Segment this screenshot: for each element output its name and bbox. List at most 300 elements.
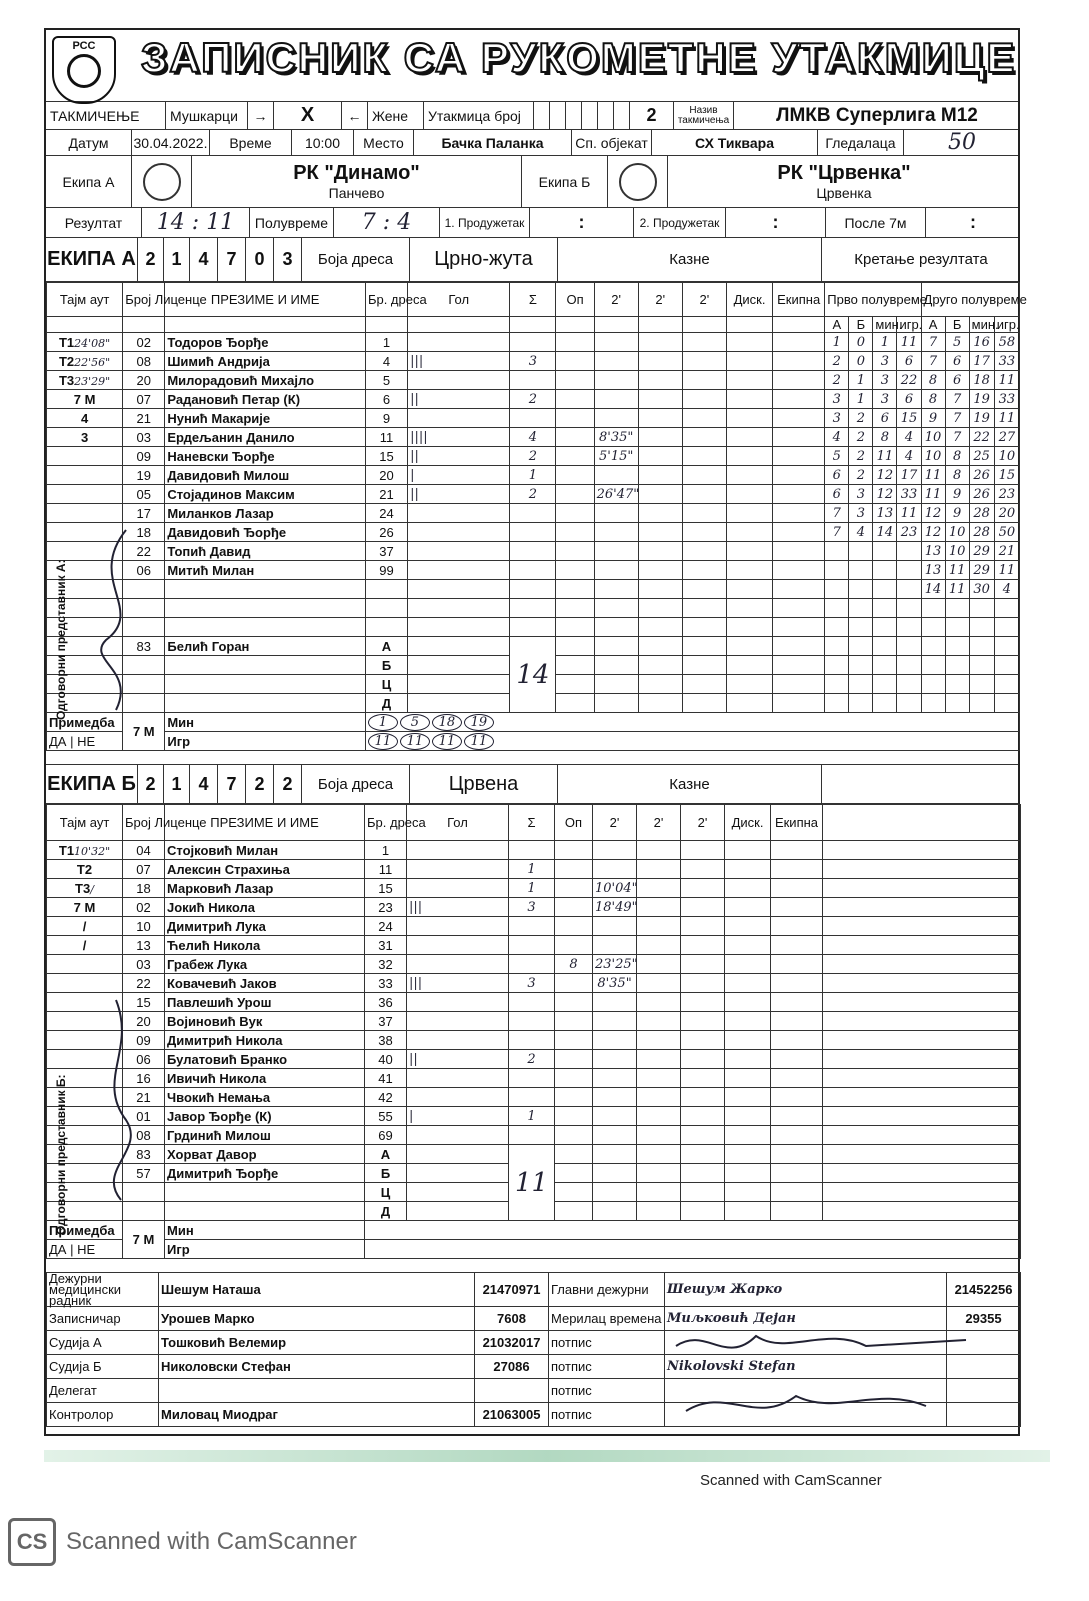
warning-cell <box>556 523 594 542</box>
blank-cell <box>823 955 1021 974</box>
ot2-value[interactable]: : <box>726 208 826 237</box>
venue-value[interactable]: СХ Тиквара <box>652 130 818 155</box>
table-row[interactable] <box>47 1050 1021 1069</box>
table-row[interactable] <box>47 860 1021 879</box>
goals-sum <box>509 936 555 955</box>
subheader-blank <box>47 317 123 333</box>
score-flow-blank <box>921 656 945 675</box>
table-row[interactable] <box>47 371 1020 390</box>
two-min-cell <box>682 523 726 542</box>
player-name <box>165 599 366 618</box>
staff-role: Судија А <box>47 1331 159 1355</box>
time-value[interactable]: 10:00 <box>292 130 354 155</box>
goals-tally <box>407 993 509 1012</box>
two-min-cell <box>638 447 682 466</box>
two-min-cell <box>594 333 638 352</box>
goals-sum: 1 <box>510 466 556 485</box>
staff-name-2: Nikolovski Stefan <box>665 1355 947 1379</box>
two-min-cell <box>638 333 682 352</box>
staff-row[interactable] <box>47 1273 1021 1307</box>
place-label: Место <box>354 130 414 155</box>
subheader-blank <box>408 317 510 333</box>
warning-cell <box>556 466 594 485</box>
timeout-cell <box>47 898 123 917</box>
two-min-cell <box>637 1126 681 1145</box>
disq-cell <box>725 955 771 974</box>
two-min-cell: 26'47" <box>594 485 638 504</box>
subheader-blank <box>682 317 726 333</box>
timeout-cell <box>47 955 123 974</box>
score-flow-first: 6 <box>897 390 921 409</box>
official-row[interactable] <box>47 1145 1021 1164</box>
table-row[interactable] <box>47 1088 1021 1107</box>
men-label: Мушкарци <box>166 102 248 129</box>
official-license: 57 <box>123 1164 165 1183</box>
subheader-blank <box>165 317 366 333</box>
note-yes[interactable]: ДА <box>49 1241 67 1257</box>
score-flow-second: 8 <box>921 390 945 409</box>
blank-cell <box>823 974 1021 993</box>
score-flow-second <box>921 618 945 637</box>
staff-role-2: Мерилац времена <box>549 1307 665 1331</box>
table-row[interactable] <box>47 898 1021 917</box>
license-cell: 03 <box>123 955 165 974</box>
warning-cell <box>555 1088 593 1107</box>
penalty-blank <box>593 1145 637 1164</box>
disq-cell <box>725 1031 771 1050</box>
license-cell: 16 <box>123 1069 165 1088</box>
score-flow-col-a: А <box>921 317 945 333</box>
match-no[interactable]: 2 <box>630 102 674 129</box>
team-b-header <box>46 764 1018 804</box>
team-penalty-cell <box>771 898 823 917</box>
table-row[interactable] <box>47 936 1021 955</box>
two-min-cell <box>681 841 725 860</box>
score-flow-second: 11 <box>921 485 945 504</box>
table-row[interactable] <box>47 390 1020 409</box>
goals-tally <box>408 523 510 542</box>
penalty-blank <box>637 1183 681 1202</box>
table-row[interactable] <box>47 917 1021 936</box>
blank-cell <box>823 1202 1021 1221</box>
disq-cell <box>725 1012 771 1031</box>
table-row[interactable] <box>47 352 1020 371</box>
score-flow-second: 11 <box>945 561 969 580</box>
player-name: Јавор Ђорђе (К) <box>165 1107 365 1126</box>
score-flow-second: 22 <box>969 428 994 447</box>
blank-cell <box>823 1088 1021 1107</box>
two-min-cell <box>593 1088 637 1107</box>
sevenm-igr-label: Игр <box>165 1240 365 1259</box>
team-b-jersey[interactable]: Црвена <box>410 765 558 803</box>
player-name: Ћелић Никола <box>165 936 365 955</box>
official-name: Белић Горан <box>165 637 366 656</box>
disq-cell <box>726 428 772 447</box>
penalty-blank <box>637 1145 681 1164</box>
blank-header <box>823 805 1021 841</box>
score-flow-blank <box>945 694 969 713</box>
two-min-cell <box>637 898 681 917</box>
two-min-cell <box>594 618 638 637</box>
goals-tally: | <box>408 466 510 485</box>
two-min-cell <box>681 1031 725 1050</box>
player-name: Булатовић Бранко <box>165 1050 365 1069</box>
penalty-blank <box>682 637 726 656</box>
table-row[interactable] <box>47 542 1020 561</box>
disq-cell <box>725 993 771 1012</box>
score-flow-first: 3 <box>873 371 897 390</box>
federation-logo <box>52 36 116 104</box>
column-header-disq: Диск. <box>725 805 771 841</box>
team-b-name-cell <box>668 156 1020 207</box>
score-flow-first <box>825 561 849 580</box>
score-flow-first: 11 <box>897 333 921 352</box>
two-min-cell <box>681 917 725 936</box>
score-flow-first <box>825 542 849 561</box>
table-row[interactable] <box>47 841 1021 860</box>
table-row[interactable] <box>47 599 1020 618</box>
goals-tally: ||| <box>407 974 509 993</box>
men-mark[interactable]: X <box>274 102 342 129</box>
second-half-header: Друго полувреме <box>921 283 1019 317</box>
disq-cell <box>726 599 772 618</box>
table-row[interactable] <box>47 1126 1021 1145</box>
score-flow-second <box>969 618 994 637</box>
blank-cell <box>823 1031 1021 1050</box>
penalty-blank <box>681 1164 725 1183</box>
team-b-table <box>46 804 1021 1259</box>
score-flow-first <box>897 599 921 618</box>
table-row[interactable] <box>47 879 1021 898</box>
official-row[interactable] <box>47 637 1020 656</box>
result-label: Резултат <box>46 208 142 237</box>
spectators-value[interactable]: 50 <box>948 130 976 155</box>
goals-tally <box>408 409 510 428</box>
goals-sum: 2 <box>510 447 556 466</box>
jersey-number: 5 <box>365 371 407 390</box>
camscanner-logo-icon: CS <box>8 1518 56 1566</box>
warning-cell <box>555 1050 593 1069</box>
staff-id-2: 29355 <box>947 1307 1021 1331</box>
staff-role-2: потпис <box>549 1355 665 1379</box>
table-row[interactable] <box>47 993 1021 1012</box>
goals-tally: | <box>407 1107 509 1126</box>
table-row[interactable] <box>47 428 1020 447</box>
table-row[interactable] <box>47 561 1020 580</box>
two-min-cell <box>682 466 726 485</box>
penalty-blank <box>593 1183 637 1202</box>
score-flow-first: 6 <box>897 352 921 371</box>
score-flow-second <box>945 599 969 618</box>
timeout-cell <box>47 428 123 447</box>
score-flow-second: 28 <box>969 504 994 523</box>
goals-sum <box>510 333 556 352</box>
table-row[interactable] <box>47 447 1020 466</box>
sevenm-min-values <box>365 713 1019 732</box>
column-header-jersey_no: Бр. дреса <box>365 805 407 841</box>
column-header-warn: Оп <box>556 283 594 317</box>
team-a-logo <box>132 156 192 207</box>
penalty-blank <box>556 656 594 675</box>
jersey-number: 37 <box>365 1012 407 1031</box>
note-yes-no: ДА | НЕ <box>47 1240 123 1259</box>
place-value[interactable]: Бачка Паланка <box>414 130 572 155</box>
score-flow-second: 16 <box>969 333 994 352</box>
player-name: Наневски Ђорђе <box>165 447 366 466</box>
table-row[interactable] <box>47 955 1021 974</box>
warning-cell <box>556 580 594 599</box>
table-row[interactable] <box>47 1012 1021 1031</box>
player-name: Марковић Лазар <box>165 879 365 898</box>
two-min-cell <box>638 523 682 542</box>
penalty-blank <box>594 675 638 694</box>
column-header-two1: 2' <box>594 283 638 317</box>
score-flow-second: 5 <box>945 333 969 352</box>
two-min-cell <box>682 599 726 618</box>
team-penalty-cell <box>773 618 825 637</box>
goals-tally <box>407 1031 509 1050</box>
score-flow-first: 1 <box>825 333 849 352</box>
score-flow-blank <box>994 637 1019 656</box>
subheader-blank <box>510 317 556 333</box>
sevenm-label: 7 М <box>123 1221 165 1259</box>
penalty-blank <box>638 675 682 694</box>
score-flow-second: 7 <box>921 333 945 352</box>
subheader-blank <box>638 317 682 333</box>
two-min-cell <box>638 485 682 504</box>
player-name: Грабеж Лука <box>165 955 365 974</box>
score-flow-blank <box>897 656 921 675</box>
two-min-cell <box>637 860 681 879</box>
score-flow-blank <box>825 675 849 694</box>
first-half-header: Прво полувреме <box>825 283 921 317</box>
two-min-cell <box>593 860 637 879</box>
score-flow-col-min: мин. <box>873 317 897 333</box>
table-row[interactable] <box>47 1031 1021 1050</box>
blank-cell <box>823 1126 1021 1145</box>
team-a-column-headers <box>47 283 1020 317</box>
penalty-blank <box>556 675 594 694</box>
team-b-column-headers <box>47 805 1021 841</box>
goals-sum <box>509 917 555 936</box>
jersey-number: 24 <box>365 504 407 523</box>
timeout-cell <box>47 409 123 428</box>
table-row[interactable] <box>47 333 1020 352</box>
table-row[interactable] <box>47 580 1020 599</box>
after7m-value[interactable]: : <box>970 212 976 232</box>
two-min-cell <box>682 352 726 371</box>
team-b-name[interactable]: РК "Црвенка" <box>777 162 911 184</box>
staff-name <box>159 1379 475 1403</box>
blank-cell <box>823 898 1021 917</box>
score-flow-second: 7 <box>921 352 945 371</box>
warning-cell <box>555 1107 593 1126</box>
score-flow-col-igr: игр. <box>897 317 921 333</box>
ot1-value[interactable]: : <box>530 208 634 237</box>
result-row <box>46 208 1018 238</box>
score-flow-blank <box>873 694 897 713</box>
score-flow-blank <box>849 675 873 694</box>
official-license: 83 <box>123 637 165 656</box>
score-flow-blank <box>969 637 994 656</box>
official-blank <box>407 1145 509 1164</box>
two-min-cell <box>682 561 726 580</box>
timeout-label: 7 M <box>73 899 96 915</box>
score-flow-second: 10 <box>921 447 945 466</box>
date-label: Датум <box>46 130 132 155</box>
score-flow-first: 1 <box>873 333 897 352</box>
score-flow-first: 2 <box>849 447 873 466</box>
date-row <box>46 130 1018 156</box>
timeout-cell <box>47 447 123 466</box>
penalty-blank <box>638 656 682 675</box>
score-flow-second: 6 <box>945 371 969 390</box>
column-header-jersey_no: Бр. дреса <box>365 283 407 317</box>
note-no[interactable]: НЕ <box>77 733 96 749</box>
warning-cell <box>556 485 594 504</box>
license-cell: 08 <box>123 1126 165 1145</box>
competition-name[interactable]: ЛМКВ Суперлига М12 <box>776 104 978 126</box>
penalty-blank <box>555 1164 593 1183</box>
penalty-blank <box>556 637 594 656</box>
ot2-label: 2. Продужетак <box>634 208 726 237</box>
team-b-code-digit: 2 <box>274 765 302 803</box>
timeout-cell <box>47 333 123 352</box>
score-flow-first <box>849 561 873 580</box>
table-row[interactable] <box>47 974 1021 993</box>
two-min-cell <box>681 1050 725 1069</box>
jersey-number: 1 <box>365 333 407 352</box>
goals-sum <box>509 1031 555 1050</box>
column-header-two3: 2' <box>682 283 726 317</box>
score-flow-first: 6 <box>873 409 897 428</box>
note-yes-no: ДА | НЕ <box>47 732 123 751</box>
two-min-cell <box>682 333 726 352</box>
player-name <box>165 618 366 637</box>
score-flow-second: 11 <box>994 561 1019 580</box>
sevenm-values <box>365 1240 1021 1259</box>
jersey-number: 9 <box>365 409 407 428</box>
score-flow-first: 8 <box>873 428 897 447</box>
disq-cell <box>725 1126 771 1145</box>
warning-cell <box>555 1031 593 1050</box>
official-code: Б <box>365 1164 407 1183</box>
disq-cell <box>726 561 772 580</box>
warning-cell <box>556 352 594 371</box>
penalty-blank <box>726 694 772 713</box>
note-no[interactable]: НЕ <box>77 1241 96 1257</box>
score-flow-second: 11 <box>994 371 1019 390</box>
score-flow-blank <box>897 637 921 656</box>
note-yes[interactable]: ДА <box>49 733 67 749</box>
license-cell: 15 <box>123 993 165 1012</box>
sevenm-value: 11 <box>368 733 398 750</box>
team-a-name[interactable]: РК "Динамо" <box>293 162 420 184</box>
table-row[interactable] <box>47 523 1020 542</box>
score-flow-first: 14 <box>873 523 897 542</box>
disq-cell <box>726 409 772 428</box>
date-value[interactable]: 30.04.2022. <box>132 130 210 155</box>
penalty-blank <box>773 637 825 656</box>
score-flow-first: 2 <box>849 409 873 428</box>
team-a-penalties-label: Казне <box>558 238 822 281</box>
page-title: ЗАПИСНИК СА РУКОМЕТНЕ УТАКМИЦЕ <box>141 34 1017 81</box>
player-name: Топић Давид <box>165 542 366 561</box>
team-a-code-digit: 3 <box>274 238 302 281</box>
two-min-cell <box>594 371 638 390</box>
jersey-number: 36 <box>365 993 407 1012</box>
warning-cell <box>555 936 593 955</box>
two-min-cell <box>682 428 726 447</box>
subheader-blank <box>773 317 825 333</box>
score-flow-second: 26 <box>969 466 994 485</box>
result-value[interactable]: 14 : 11 <box>142 208 250 237</box>
handball-icon <box>67 54 101 88</box>
score-flow-second: 11 <box>994 409 1019 428</box>
penalty-blank <box>771 1145 823 1164</box>
jersey-number: 24 <box>365 917 407 936</box>
table-row[interactable] <box>47 409 1020 428</box>
team-a-jersey[interactable]: Црно-жута <box>410 238 558 281</box>
table-row[interactable] <box>47 485 1020 504</box>
team-penalty-cell <box>773 371 825 390</box>
penalty-blank <box>555 1202 593 1221</box>
score-flow-blank <box>873 637 897 656</box>
jersey-number: 21 <box>365 485 407 504</box>
team-penalty-cell <box>771 1031 823 1050</box>
subheader-blank <box>594 317 638 333</box>
disq-cell <box>726 542 772 561</box>
half-value[interactable]: 7 : 4 <box>334 208 440 237</box>
warning-cell <box>556 409 594 428</box>
two-min-cell <box>682 504 726 523</box>
score-flow-first <box>873 599 897 618</box>
team-penalty-cell <box>773 504 825 523</box>
goals-sum <box>510 504 556 523</box>
table-row[interactable] <box>47 1069 1021 1088</box>
timeout-label: T3 <box>58 372 75 388</box>
warning-cell: 8 <box>555 955 593 974</box>
team-b-code-digit: 1 <box>164 765 190 803</box>
warning-cell <box>556 428 594 447</box>
venue-label: Сп. објекат <box>572 130 652 155</box>
team-penalty-cell <box>773 409 825 428</box>
two-min-cell <box>637 993 681 1012</box>
jersey-number: 23 <box>365 898 407 917</box>
disq-cell <box>725 1088 771 1107</box>
column-header-timeout: Тајм аут <box>47 283 123 317</box>
table-row[interactable] <box>47 466 1020 485</box>
goals-tally <box>408 371 510 390</box>
table-row[interactable] <box>47 618 1020 637</box>
disq-cell <box>725 1107 771 1126</box>
table-row[interactable] <box>47 1107 1021 1126</box>
staff-role: Дежурни медицински радник <box>47 1273 159 1307</box>
two-min-cell <box>637 841 681 860</box>
goals-sum <box>510 409 556 428</box>
penalty-blank <box>681 1145 725 1164</box>
penalty-blank <box>638 694 682 713</box>
two-min-cell <box>637 1088 681 1107</box>
two-min-cell <box>637 1069 681 1088</box>
subheader-blank <box>365 317 407 333</box>
column-header-license: Број Лиценце <box>123 283 165 317</box>
score-flow-first: 3 <box>873 352 897 371</box>
license-cell: 18 <box>123 523 165 542</box>
official-blank <box>408 694 510 713</box>
table-row[interactable] <box>47 504 1020 523</box>
jersey-number: 20 <box>365 466 407 485</box>
